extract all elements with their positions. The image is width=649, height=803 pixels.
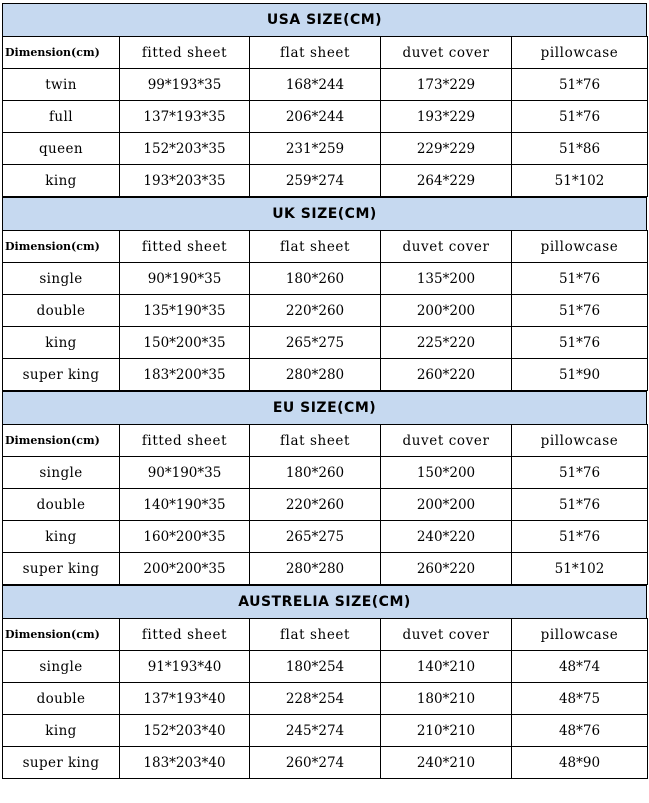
pillowcase-cell: 51*76 <box>512 69 648 101</box>
fitted-sheet-cell: 137*193*40 <box>120 683 250 715</box>
pillowcase-cell: 51*76 <box>512 101 648 133</box>
row-label: double <box>3 295 120 327</box>
size-table <box>2 618 648 779</box>
flat-sheet-cell: 180*260 <box>250 263 381 295</box>
table-row <box>3 553 648 585</box>
pillowcase-cell: 48*74 <box>512 651 648 683</box>
section-uk <box>2 197 647 391</box>
duvet-cover-cell: 173*229 <box>381 69 512 101</box>
row-label: king <box>3 521 120 553</box>
fitted-sheet-cell: 160*200*35 <box>120 521 250 553</box>
table-row <box>3 521 648 553</box>
duvet-cover-cell: 225*220 <box>381 327 512 359</box>
table-row <box>3 133 648 165</box>
table-row <box>3 359 648 391</box>
header-fitted-sheet: fitted sheet <box>120 425 250 457</box>
table-row <box>3 651 648 683</box>
flat-sheet-cell: 168*244 <box>250 69 381 101</box>
table-row <box>3 715 648 747</box>
section-australia <box>2 585 647 779</box>
fitted-sheet-cell: 135*190*35 <box>120 295 250 327</box>
row-label: king <box>3 327 120 359</box>
duvet-cover-cell: 200*200 <box>381 489 512 521</box>
pillowcase-cell: 51*76 <box>512 489 648 521</box>
flat-sheet-cell: 206*244 <box>250 101 381 133</box>
flat-sheet-cell: 180*260 <box>250 457 381 489</box>
flat-sheet-cell: 259*274 <box>250 165 381 197</box>
section-title: UK SIZE(CM) <box>2 197 647 230</box>
duvet-cover-cell: 200*200 <box>381 295 512 327</box>
row-label: twin <box>3 69 120 101</box>
header-pillowcase: pillowcase <box>512 619 648 651</box>
fitted-sheet-cell: 99*193*35 <box>120 69 250 101</box>
table-row <box>3 489 648 521</box>
header-flat-sheet: flat sheet <box>250 37 381 69</box>
fitted-sheet-cell: 90*190*35 <box>120 263 250 295</box>
pillowcase-cell: 51*90 <box>512 359 648 391</box>
section-title: USA SIZE(CM) <box>2 3 647 36</box>
flat-sheet-cell: 220*260 <box>250 489 381 521</box>
header-flat-sheet: flat sheet <box>250 425 381 457</box>
flat-sheet-cell: 220*260 <box>250 295 381 327</box>
pillowcase-cell: 51*76 <box>512 457 648 489</box>
table-row <box>3 263 648 295</box>
flat-sheet-cell: 265*275 <box>250 327 381 359</box>
pillowcase-cell: 51*76 <box>512 521 648 553</box>
fitted-sheet-cell: 200*200*35 <box>120 553 250 585</box>
size-table <box>2 230 648 391</box>
duvet-cover-cell: 135*200 <box>381 263 512 295</box>
header-row <box>3 425 648 457</box>
header-fitted-sheet: fitted sheet <box>120 619 250 651</box>
duvet-cover-cell: 193*229 <box>381 101 512 133</box>
header-dimension: Dimension(cm) <box>3 37 120 69</box>
header-duvet-cover: duvet cover <box>381 37 512 69</box>
header-duvet-cover: duvet cover <box>381 231 512 263</box>
section-usa <box>2 3 647 197</box>
flat-sheet-cell: 228*254 <box>250 683 381 715</box>
row-label: single <box>3 263 120 295</box>
header-fitted-sheet: fitted sheet <box>120 231 250 263</box>
table-row <box>3 327 648 359</box>
fitted-sheet-cell: 150*200*35 <box>120 327 250 359</box>
row-label: king <box>3 165 120 197</box>
row-label: single <box>3 651 120 683</box>
header-pillowcase: pillowcase <box>512 231 648 263</box>
table-row <box>3 747 648 779</box>
flat-sheet-cell: 245*274 <box>250 715 381 747</box>
size-table <box>2 36 648 197</box>
fitted-sheet-cell: 140*190*35 <box>120 489 250 521</box>
section-title: AUSTRELIA SIZE(CM) <box>2 585 647 618</box>
header-row <box>3 619 648 651</box>
pillowcase-cell: 51*76 <box>512 327 648 359</box>
header-duvet-cover: duvet cover <box>381 425 512 457</box>
duvet-cover-cell: 260*220 <box>381 553 512 585</box>
fitted-sheet-cell: 193*203*35 <box>120 165 250 197</box>
header-dimension: Dimension(cm) <box>3 231 120 263</box>
pillowcase-cell: 51*76 <box>512 263 648 295</box>
table-row <box>3 165 648 197</box>
header-duvet-cover: duvet cover <box>381 619 512 651</box>
duvet-cover-cell: 140*210 <box>381 651 512 683</box>
header-flat-sheet: flat sheet <box>250 619 381 651</box>
header-fitted-sheet: fitted sheet <box>120 37 250 69</box>
row-label: full <box>3 101 120 133</box>
table-row <box>3 295 648 327</box>
header-row <box>3 37 648 69</box>
duvet-cover-cell: 264*229 <box>381 165 512 197</box>
duvet-cover-cell: 260*220 <box>381 359 512 391</box>
duvet-cover-cell: 180*210 <box>381 683 512 715</box>
fitted-sheet-cell: 183*200*35 <box>120 359 250 391</box>
pillowcase-cell: 51*76 <box>512 295 648 327</box>
pillowcase-cell: 51*102 <box>512 165 648 197</box>
fitted-sheet-cell: 137*193*35 <box>120 101 250 133</box>
row-label: double <box>3 489 120 521</box>
header-dimension: Dimension(cm) <box>3 425 120 457</box>
row-label: queen <box>3 133 120 165</box>
flat-sheet-cell: 260*274 <box>250 747 381 779</box>
fitted-sheet-cell: 90*190*35 <box>120 457 250 489</box>
row-label: double <box>3 683 120 715</box>
pillowcase-cell: 48*76 <box>512 715 648 747</box>
table-row <box>3 683 648 715</box>
pillowcase-cell: 48*75 <box>512 683 648 715</box>
row-label: super king <box>3 553 120 585</box>
duvet-cover-cell: 240*210 <box>381 747 512 779</box>
table-row <box>3 101 648 133</box>
header-flat-sheet: flat sheet <box>250 231 381 263</box>
duvet-cover-cell: 150*200 <box>381 457 512 489</box>
table-row <box>3 69 648 101</box>
flat-sheet-cell: 180*254 <box>250 651 381 683</box>
row-label: super king <box>3 747 120 779</box>
fitted-sheet-cell: 183*203*40 <box>120 747 250 779</box>
row-label: king <box>3 715 120 747</box>
fitted-sheet-cell: 91*193*40 <box>120 651 250 683</box>
section-title: EU SIZE(CM) <box>2 391 647 424</box>
duvet-cover-cell: 210*210 <box>381 715 512 747</box>
fitted-sheet-cell: 152*203*40 <box>120 715 250 747</box>
pillowcase-cell: 51*102 <box>512 553 648 585</box>
flat-sheet-cell: 280*280 <box>250 553 381 585</box>
duvet-cover-cell: 240*220 <box>381 521 512 553</box>
header-pillowcase: pillowcase <box>512 425 648 457</box>
flat-sheet-cell: 265*275 <box>250 521 381 553</box>
size-table <box>2 424 648 585</box>
pillowcase-cell: 51*86 <box>512 133 648 165</box>
pillowcase-cell: 48*90 <box>512 747 648 779</box>
flat-sheet-cell: 280*280 <box>250 359 381 391</box>
row-label: single <box>3 457 120 489</box>
duvet-cover-cell: 229*229 <box>381 133 512 165</box>
flat-sheet-cell: 231*259 <box>250 133 381 165</box>
section-eu <box>2 391 647 585</box>
table-row <box>3 457 648 489</box>
row-label: super king <box>3 359 120 391</box>
header-row <box>3 231 648 263</box>
header-dimension: Dimension(cm) <box>3 619 120 651</box>
size-chart <box>2 3 647 779</box>
header-pillowcase: pillowcase <box>512 37 648 69</box>
fitted-sheet-cell: 152*203*35 <box>120 133 250 165</box>
